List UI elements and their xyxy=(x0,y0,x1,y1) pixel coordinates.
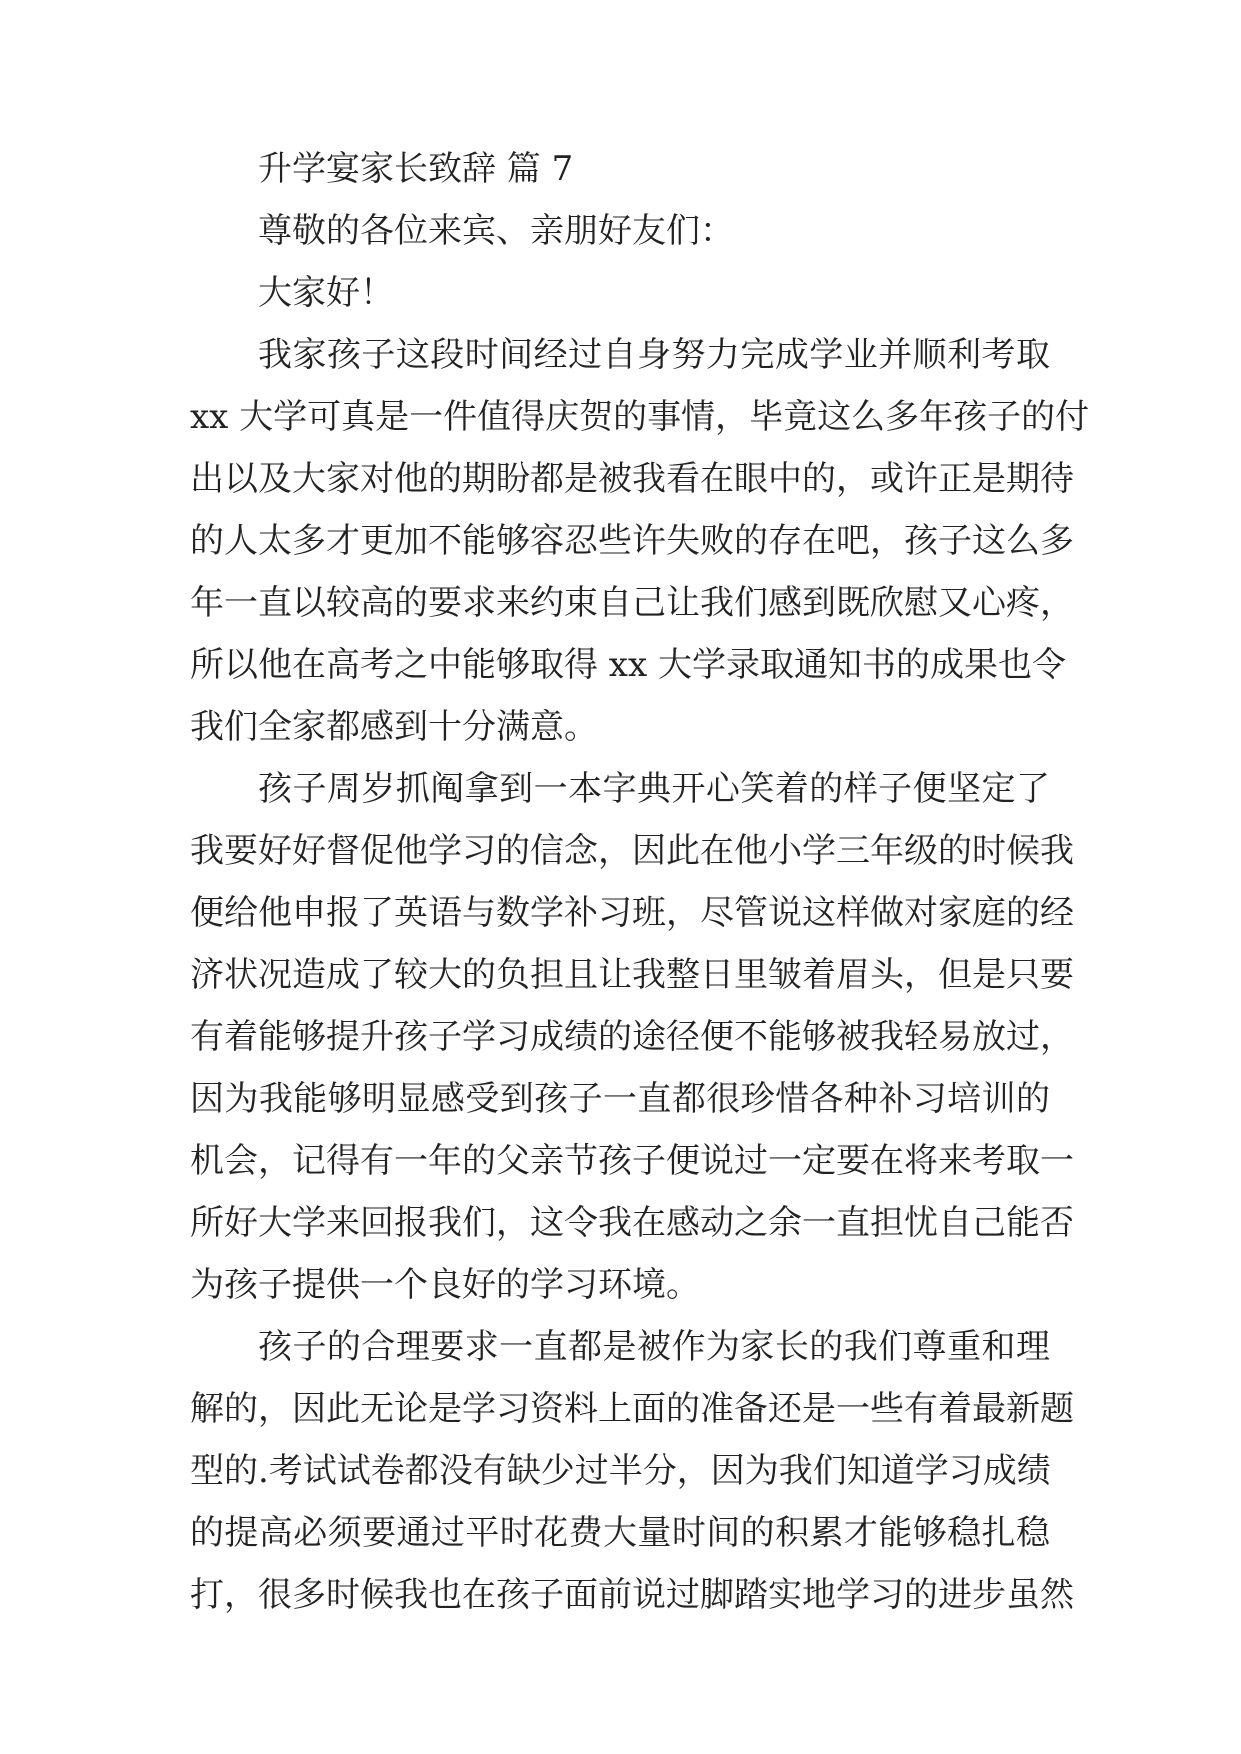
paragraph-line: 出以及大家对他的期盼都是被我看在眼中的，或许正是期待 xyxy=(190,459,1074,499)
paragraph-line: 孩子的合理要求一直都是被作为家长的我们尊重和理 xyxy=(258,1327,1050,1367)
document-title: 升学宴家长致辞 篇 7 xyxy=(258,149,574,189)
greeting: 大家好！ xyxy=(258,273,394,313)
paragraph-line: 的提高必须要通过平时花费大量时间的积累才能够稳扎稳 xyxy=(190,1513,1050,1553)
paragraph-line: 所好大学来回报我们，这令我在感动之余一直担忧自己能否 xyxy=(190,1203,1074,1243)
salutation: 尊敬的各位来宾、亲朋好友们： xyxy=(258,211,734,251)
paragraph-line: 孩子周岁抓阄拿到一本字典开心笑着的样子便坚定了 xyxy=(258,769,1050,809)
paragraph-line: 济状况造成了较大的负担且让我整日里皱着眉头，但是只要 xyxy=(190,955,1074,995)
paragraph-2 xyxy=(190,758,1074,1316)
paragraph-line: 所以他在高考之中能够取得 xx 大学录取通知书的成果也令 xyxy=(190,645,1066,685)
paragraph-line: 我家孩子这段时间经过自身努力完成学业并顺利考取 xyxy=(258,335,1050,375)
paragraph-line: 我要好好督促他学习的信念，因此在他小学三年级的时候我 xyxy=(190,831,1074,871)
paragraph-line: 型的.考试试卷都没有缺少过半分，因为我们知道学习成绩 xyxy=(190,1451,1051,1491)
paragraph-line: 机会，记得有一年的父亲节孩子便说过一定要在将来考取一 xyxy=(190,1141,1074,1181)
paragraph-line: 的人太多才更加不能够容忍些许失败的存在吧，孩子这么多 xyxy=(190,521,1074,561)
document-body xyxy=(190,138,1090,1626)
paragraph-line: 打，很多时候我也在孩子面前说过脚踏实地学习的进步虽然 xyxy=(190,1575,1074,1615)
paragraph-line: xx 大学可真是一件值得庆贺的事情，毕竟这么多年孩子的付 xyxy=(190,397,1090,437)
paragraph-3 xyxy=(190,1316,1074,1626)
paragraph-line: 我们全家都感到十分满意。 xyxy=(190,707,598,747)
paragraph-line: 解的，因此无论是学习资料上面的准备还是一些有着最新题 xyxy=(190,1389,1074,1429)
paragraph-line: 因为我能够明显感受到孩子一直都很珍惜各种补习培训的 xyxy=(190,1079,1050,1119)
paragraph-1 xyxy=(190,324,1090,758)
paragraph-line: 为孩子提供一个良好的学习环境。 xyxy=(190,1265,700,1305)
paragraph-line: 有着能够提升孩子学习成绩的途径便不能够被我轻易放过， xyxy=(190,1017,1074,1057)
paragraph-line: 年一直以较高的要求来约束自己让我们感到既欣慰又心疼， xyxy=(190,583,1074,623)
paragraph-line: 便给他申报了英语与数学补习班，尽管说这样做对家庭的经 xyxy=(190,893,1074,933)
